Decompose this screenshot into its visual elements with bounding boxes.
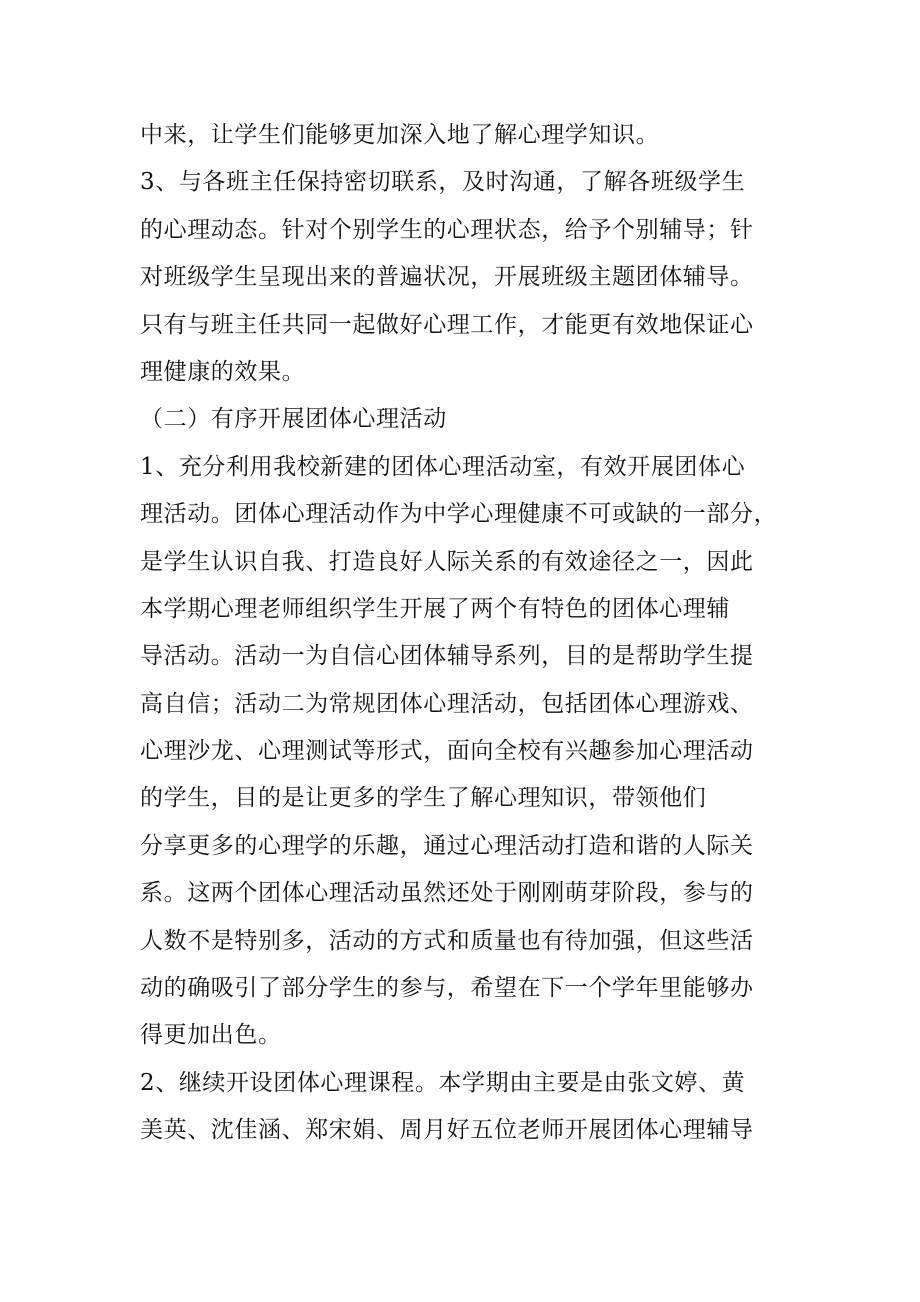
text-line: 高自信；活动二为常规团体心理活动，包括团体心理游戏、 [140,690,754,717]
text-line: 2、继续开设团体心理课程。本学期由主要是由张文婷、黄 [140,1069,746,1096]
text-line: 人数不是特别多，活动的方式和质量也有待加强，但这些活 [140,927,754,954]
section-heading: （二）有序开展团体心理活动 [140,406,447,433]
text-line: 本学期心理老师组织学生开展了两个有特色的团体心理辅 [140,595,730,622]
text-line: 中来，让学生们能够更加深入地了解心理学知识。 [140,122,660,148]
text-line: 心理沙龙、心理测试等形式，面向全校有兴趣参加心理活动 [140,738,754,765]
body-text [140,112,800,1155]
text-line: 得更加出色。 [140,1022,282,1049]
text-line: 理健康的效果。 [140,358,306,385]
text-line: 对班级学生呈现出来的普遍状况，开展班级主题团体辅导。 [140,264,754,291]
text-line: 理活动。团体心理活动作为中学心理健康不可或缺的一部分， [140,501,778,528]
text-line: 只有与班主任共同一起做好心理工作，才能更有效地保证心 [140,311,754,338]
text-line: 1、充分利用我校新建的团体心理活动室，有效开展团体心 [140,453,746,480]
text-line: 导活动。活动一为自信心团体辅导系列，目的是帮助学生提 [140,643,754,670]
text-line: 的学生，目的是让更多的学生了解心理知识，带领他们 [140,785,707,812]
text-line: 是学生认识自我、打造良好人际关系的有效途径之一，因此 [140,548,754,575]
text-line: 动的确吸引了部分学生的参与，希望在下一个学年里能够办 [140,975,754,1002]
text-line: 美英、沈佳涵、郑宋娟、周月好五位老师开展团体心理辅导 [140,1117,754,1144]
text-line: 3、与各班主任保持密切联系，及时沟通，了解各班级学生 [140,169,746,196]
text-line: 系。这两个团体心理活动虽然还处于刚刚萌芽阶段，参与的 [140,880,754,907]
text-line: 分享更多的心理学的乐趣，通过心理活动打造和谐的人际关 [140,832,754,859]
text-line: 的心理动态。针对个别学生的心理状态，给予个别辅导；针 [140,216,754,243]
